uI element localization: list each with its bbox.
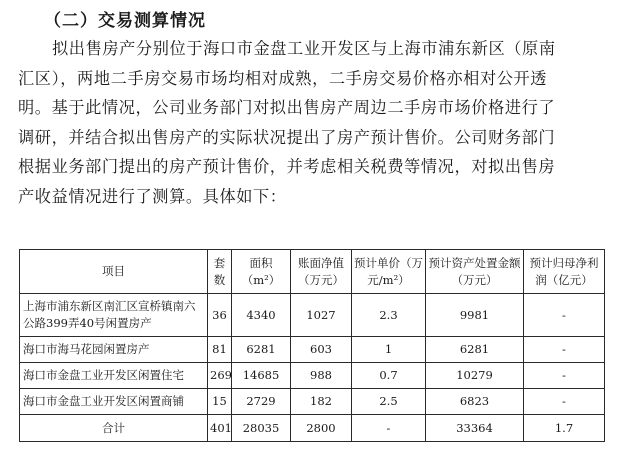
- cell-item: 海口市金盘工业开发区闲置商铺: [20, 389, 208, 415]
- cell-area: 14685: [232, 363, 291, 389]
- section-heading: （二）交易测算情况: [44, 11, 206, 31]
- cell-disposal-amount: 10279: [426, 363, 524, 389]
- cell-net-profit: -: [524, 294, 605, 337]
- paragraph-line: 根据业务部门提出的房产预计售价，并考虑相关税费等情况，对拟出售房: [18, 157, 556, 176]
- cell-count: 81: [208, 337, 232, 363]
- paragraph-line: 拟出售房产分别位于海口市金盘工业开发区与上海市浦东新区（原南: [52, 39, 556, 58]
- cell-area: 2729: [232, 389, 291, 415]
- cell-book-value: 603: [291, 337, 352, 363]
- cell-book-value: 182: [291, 389, 352, 415]
- cell-total-label: 合计: [20, 415, 208, 442]
- cell-item: 上海市浦东新区南汇区宣桥镇南六公路399弄40号闲置房产: [20, 294, 208, 337]
- table-total-row: [20, 415, 605, 442]
- cell-unit-price: 1: [352, 337, 426, 363]
- cell-disposal-amount: 6823: [426, 389, 524, 415]
- table-row: [20, 294, 605, 337]
- cell-disposal-amount: 6281: [426, 337, 524, 363]
- cell-total-area: 28035: [232, 415, 291, 442]
- cell-total-book-value: 2800: [291, 415, 352, 442]
- cell-unit-price: 0.7: [352, 363, 426, 389]
- header-net-profit: 预计归母净利润（亿元）: [524, 250, 605, 294]
- cell-total-disposal-amount: 33364: [426, 415, 524, 442]
- cell-book-value: 988: [291, 363, 352, 389]
- cell-area: 4340: [232, 294, 291, 337]
- paragraph-line: 调研，并结合拟出售房产的实际状况提出了房产预计售价。公司财务部门: [18, 127, 556, 147]
- cell-unit-price: 2.3: [352, 294, 426, 337]
- header-disposal-amount: 预计资产处置金额（万元）: [426, 250, 524, 294]
- cell-item: 海口市海马花园闲置房产: [20, 337, 208, 363]
- transaction-estimate-table: [19, 249, 605, 442]
- cell-total-count: 401: [208, 415, 232, 442]
- table-header-row: [20, 250, 605, 294]
- table-row: [20, 337, 605, 363]
- cell-count: 269: [208, 363, 232, 389]
- cell-count: 15: [208, 389, 232, 415]
- paragraph-line: 产收益情况进行了测算。具体如下：: [18, 186, 287, 206]
- header-unit-price: 预计单价（万元/m²）: [352, 250, 426, 294]
- table-row: [20, 389, 605, 415]
- cell-unit-price: 2.5: [352, 389, 426, 415]
- paragraph-line: 明。基于此情况，公司业务部门对拟出售房产周边二手房市场价格进行了: [18, 98, 556, 117]
- cell-book-value: 1027: [291, 294, 352, 337]
- cell-net-profit: -: [524, 389, 605, 415]
- cell-disposal-amount: 9981: [426, 294, 524, 337]
- cell-net-profit: -: [524, 337, 605, 363]
- cell-total-unit-price: -: [352, 415, 426, 442]
- paragraph-line: 汇区），两地二手房交易市场均相对成熟，二手房交易价格亦相对公开透: [18, 68, 548, 88]
- cell-area: 6281: [232, 337, 291, 363]
- cell-count: 36: [208, 294, 232, 337]
- cell-item: 海口市金盘工业开发区闲置住宅: [20, 363, 208, 389]
- table-row: [20, 363, 605, 389]
- body-paragraph: [18, 34, 614, 211]
- header-book-value: 账面净值（万元）: [291, 250, 352, 294]
- cell-total-net-profit: 1.7: [524, 415, 605, 442]
- header-item: 项目: [20, 250, 208, 294]
- header-area: 面积（m²）: [232, 250, 291, 294]
- header-count: 套数: [208, 250, 232, 294]
- cell-net-profit: -: [524, 363, 605, 389]
